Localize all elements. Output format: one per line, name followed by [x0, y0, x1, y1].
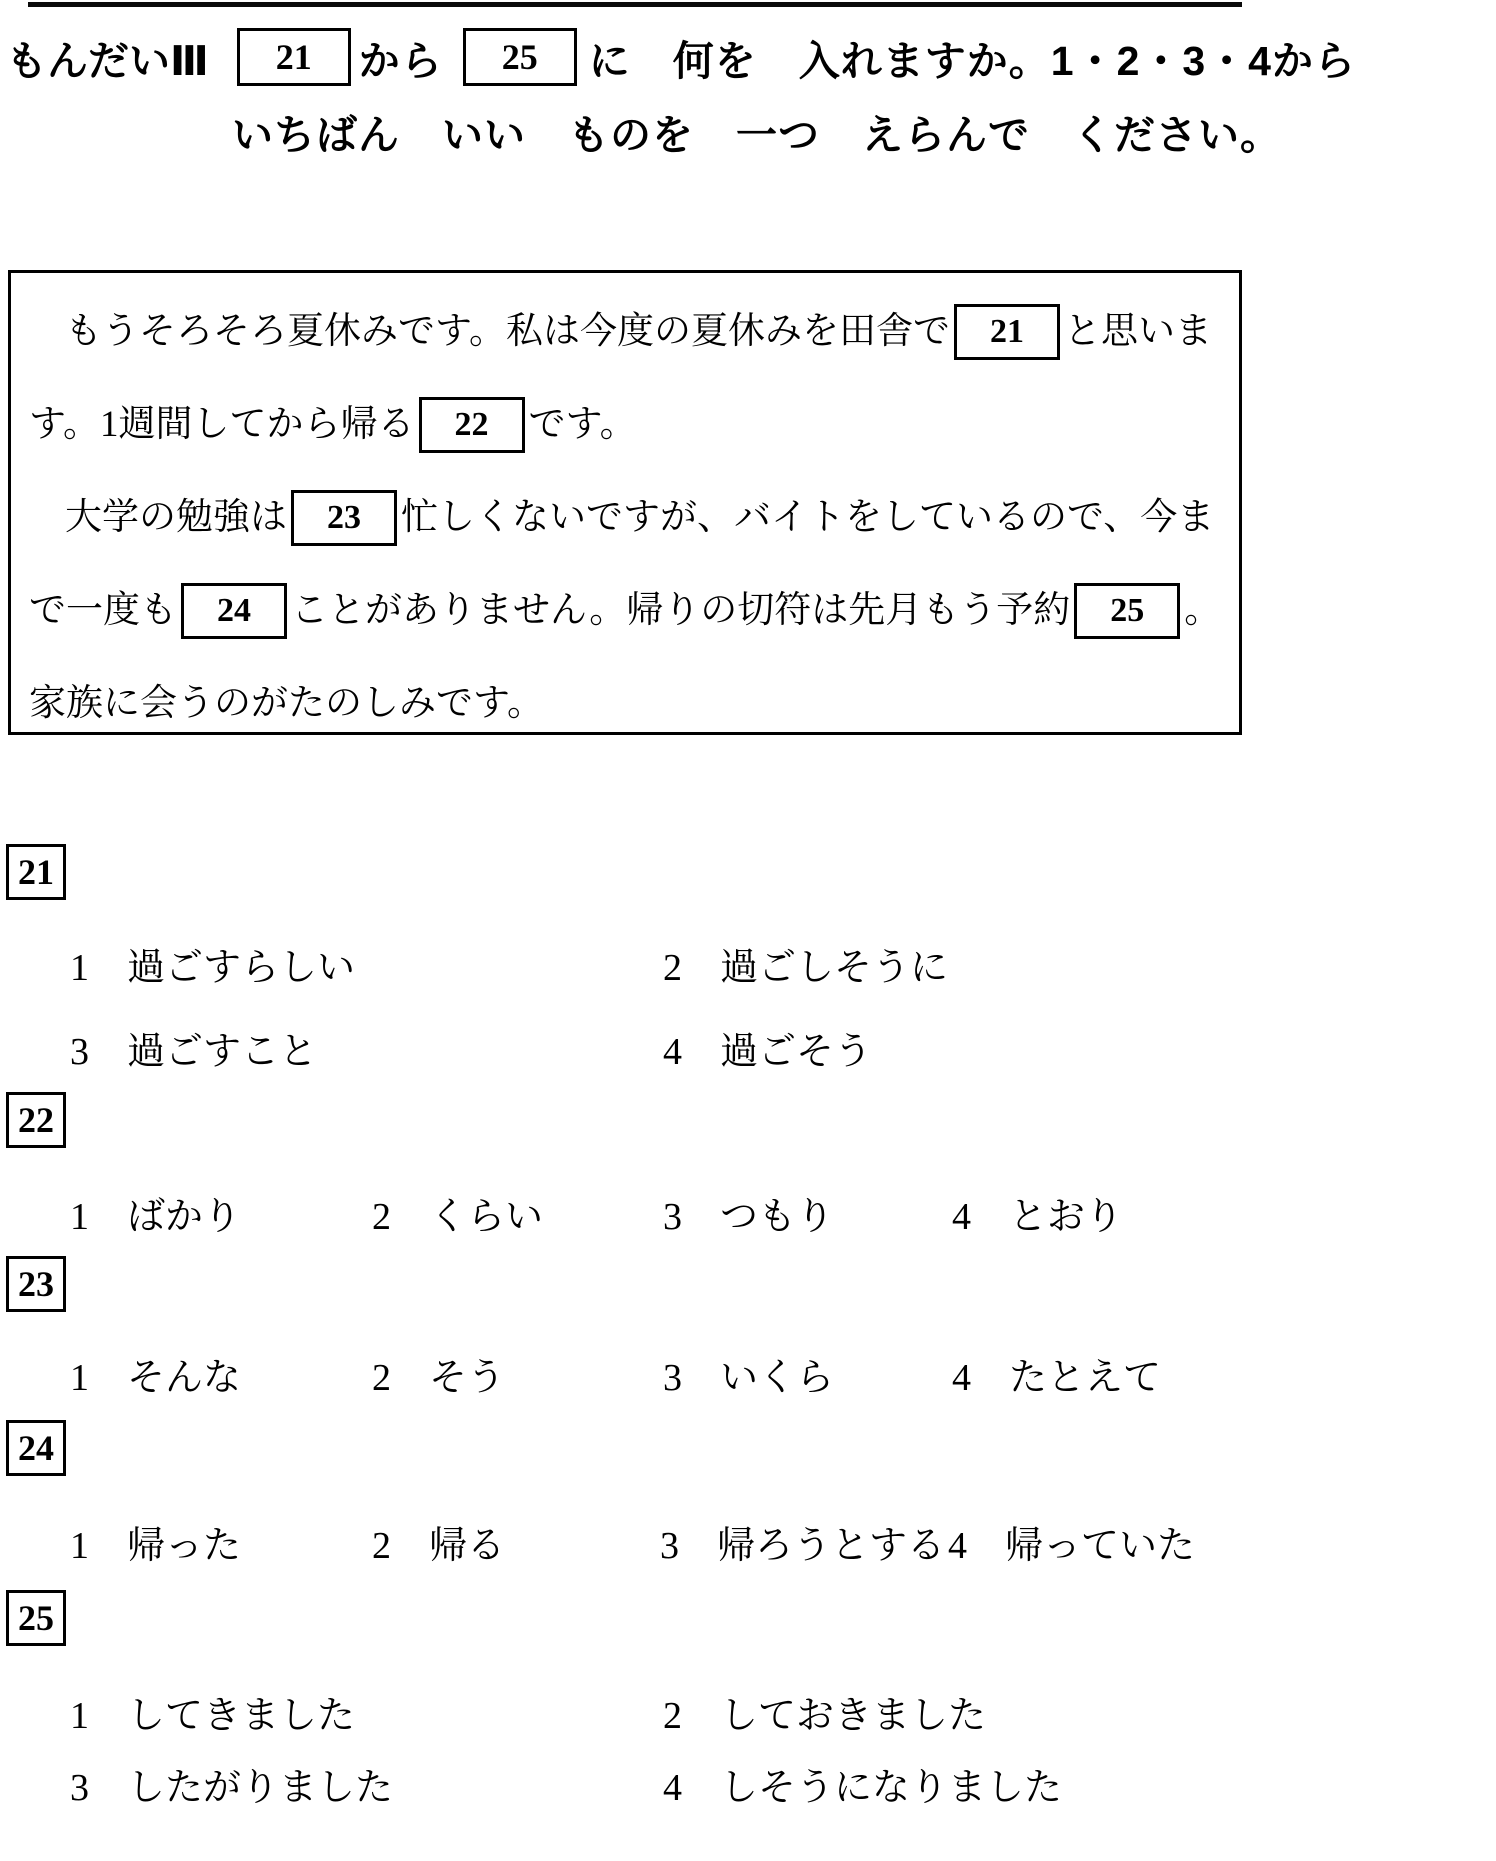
option-25-4: 4 しそうになりました [663, 1767, 1063, 1809]
option-25-1: 1 してきました [70, 1695, 356, 1737]
blank-22-number: 22 [454, 405, 489, 443]
passage-text: です。 [528, 404, 637, 445]
blank-23-box [291, 490, 397, 546]
option-24-1: 1 帰った [70, 1525, 242, 1567]
instruction-line-1 [6, 24, 1356, 90]
option-25-3: 3 したがりました [70, 1767, 394, 1809]
blank-25-number: 25 [1110, 591, 1145, 629]
option-22-1: 1 ばかり [70, 1196, 242, 1238]
question-24-number: 24 [18, 1428, 54, 1468]
question-21-options-row-2 [0, 1020, 1496, 1072]
question-21-number: 21 [18, 852, 54, 892]
question-22-label [6, 1092, 66, 1148]
passage-line-4 [29, 564, 1231, 657]
question-25-label [6, 1590, 66, 1646]
blank-24-box [181, 583, 287, 639]
passage-text: ことがありません。帰りの切符は先月もう予約 [291, 590, 1071, 631]
option-23-1: 1 そんな [70, 1357, 242, 1399]
passage-text: 。 [1184, 590, 1222, 631]
blank-25-box [1074, 583, 1180, 639]
question-23-options-row [0, 1346, 1496, 1398]
passage-text: もうそろそろ夏休みです。私は今度の夏休みを田舎で [65, 311, 951, 352]
option-24-3: 3 帰ろうとする [660, 1525, 946, 1567]
option-24-4: 4 帰っていた [948, 1525, 1196, 1567]
blank-ref-21-number: 21 [275, 37, 312, 77]
question-21-options-row-1 [0, 936, 1496, 988]
option-24-2: 2 帰る [372, 1525, 506, 1567]
blank-22-box [419, 397, 525, 453]
instruction-line-2: いちばん いい ものを 一つ えらんで ください。 [232, 112, 1282, 158]
passage-text: す。1週間してから帰る [29, 404, 415, 445]
passage-text: 大学の勉強は [65, 497, 287, 538]
option-21-1: 1 過ごすらしい [70, 947, 356, 989]
instruction-kara: から [358, 37, 443, 84]
passage-text: と思いま [1064, 311, 1213, 352]
option-21-4: 4 過ごそう [663, 1031, 873, 1073]
instruction-rest: に 何を 入れますか。1・2・3・4から [588, 37, 1356, 84]
passage-text: 家族に会うのがたのしみです。 [29, 683, 545, 724]
passage-box [8, 270, 1242, 735]
passage-text: 忙しくないですが、バイトをしているので、今ま [401, 497, 1215, 538]
option-25-2: 2 しておきました [663, 1695, 987, 1737]
option-23-4: 4 たとえて [952, 1357, 1162, 1399]
blank-21-box [954, 304, 1060, 360]
blank-23-number: 23 [327, 498, 361, 536]
blank-ref-21-box [237, 28, 351, 86]
problem-number-label: もんだいⅢ [6, 37, 209, 84]
question-24-options-row [0, 1514, 1496, 1566]
question-24-label [6, 1420, 66, 1476]
passage-line-5 [29, 657, 1231, 750]
question-23-label [6, 1256, 66, 1312]
question-22-number: 22 [18, 1100, 54, 1140]
question-25-options-row-1 [0, 1684, 1496, 1736]
passage-line-1 [29, 285, 1231, 378]
scan-artifact-line [28, 2, 1242, 7]
blank-ref-25-box [463, 28, 577, 86]
option-23-3: 3 いくら [663, 1357, 835, 1399]
passage-text: で一度も [29, 590, 177, 631]
option-21-3: 3 過ごすこと [70, 1031, 318, 1073]
option-22-2: 2 くらい [372, 1196, 544, 1238]
option-22-4: 4 とおり [952, 1196, 1124, 1238]
question-23-number: 23 [18, 1264, 54, 1304]
blank-ref-25-number: 25 [501, 37, 538, 77]
option-21-2: 2 過ごしそうに [663, 947, 949, 989]
question-21-label [6, 844, 66, 900]
passage-line-2 [29, 378, 1231, 471]
blank-24-number: 24 [217, 591, 251, 629]
question-25-number: 25 [18, 1598, 54, 1638]
question-25-options-row-2 [0, 1756, 1496, 1808]
option-23-2: 2 そう [372, 1357, 506, 1399]
passage-line-3 [29, 471, 1231, 564]
blank-21-number: 21 [990, 312, 1025, 350]
question-22-options-row [0, 1185, 1496, 1237]
option-22-3: 3 つもり [663, 1196, 835, 1238]
